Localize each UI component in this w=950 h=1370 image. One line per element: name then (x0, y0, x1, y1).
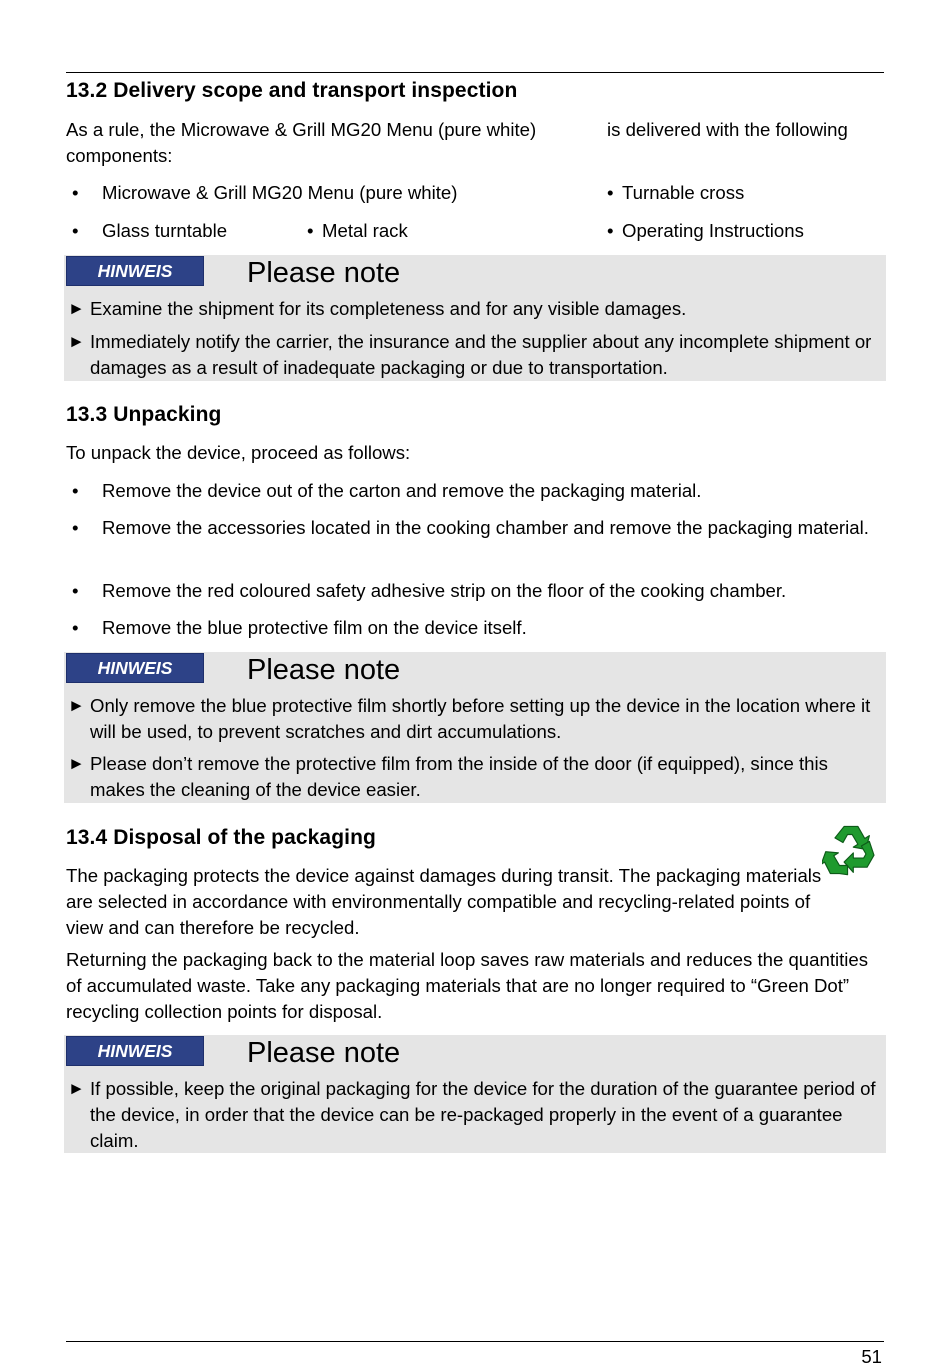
intro-right-13-2: is delivered with the following (607, 119, 848, 140)
note-line (68, 1076, 880, 1154)
intro-13-3: To unpack the device, proceed as follows: (66, 442, 411, 463)
note-line (68, 296, 880, 322)
note-title: Please note (247, 654, 401, 686)
note-line-text: If possible, keep the original packaging for the device for the duration of the guarantee period of the device, in order that the device can be re-packaged properly in the event of a guarantee claim. (90, 1078, 876, 1151)
section-heading-13-2: 13.2 Delivery scope and transport inspection (66, 79, 518, 102)
note-line-text: Please don’t remove the protective film from the inside of the door (if equipped), since this makes the cleaning of the device easier. (90, 753, 828, 800)
list-item (72, 615, 872, 641)
bullet-icon: • (607, 182, 614, 203)
note-line-text: Examine the shipment for its completeness and for any visible damages. (90, 298, 687, 319)
list-item (72, 218, 227, 244)
section-heading-13-4: 13.4 Disposal of the packaging (66, 826, 376, 849)
section-heading-13-3: 13.3 Unpacking (66, 403, 222, 426)
bullet-icon: • (72, 182, 79, 203)
list-item-text: Remove the red coloured safety adhesive strip on the floor of the cooking chamber. (102, 580, 787, 601)
arrow-icon: ► (68, 754, 85, 773)
bullet-icon: • (72, 517, 79, 538)
arrow-icon: ► (68, 332, 85, 351)
arrow-icon: ► (68, 696, 85, 715)
list-item (607, 218, 804, 244)
list-item (72, 578, 872, 604)
hinweis-badge: HINWEIS (66, 653, 204, 683)
note-box-13-3 (64, 652, 886, 803)
intro-left-13-2: As a rule, the Microwave & Grill MG20 Menu (pure white) (66, 119, 537, 140)
bullet-icon: • (72, 580, 79, 601)
note-box-13-2 (64, 255, 886, 381)
bullet-icon: • (72, 220, 79, 241)
intro-cont-13-2: components: (66, 145, 173, 166)
hinweis-badge: HINWEIS (66, 1036, 204, 1066)
note-line (68, 693, 880, 745)
arrow-icon: ► (68, 1079, 85, 1098)
list-item-text: Microwave & Grill MG20 Menu (pure white) (102, 182, 458, 203)
list-item-text: Glass turntable (102, 220, 228, 241)
bottom-rule (66, 1341, 884, 1342)
note-line-text: Immediately notify the carrier, the insurance and the supplier about any incomplete shipment or damages as a result of inadequate packaging or due to transportation. (90, 331, 872, 378)
page-number: 51 (861, 1346, 882, 1367)
list-item (72, 180, 457, 206)
note-line (68, 329, 880, 381)
hinweis-badge: HINWEIS (66, 256, 204, 286)
bullet-icon: • (72, 480, 79, 501)
paragraph-13-4-2: Returning the packaging back to the material loop saves raw materials and reduces the quantities of accumulated waste. Take any packaging materials that are no longer required to “Green Dot” recycling collection points for disposal. (66, 949, 869, 1022)
list-item-text: Metal rack (322, 220, 408, 241)
bullet-icon: • (607, 220, 614, 241)
note-title: Please note (247, 1037, 401, 1069)
note-line-text: Only remove the blue protective film shortly before setting up the device in the location where it will be used, to prevent scratches and dirt accumulations. (90, 695, 871, 742)
list-item (607, 180, 744, 206)
note-title: Please note (247, 257, 401, 289)
list-item-text: Turnable cross (622, 182, 745, 203)
bullet-icon: • (307, 220, 314, 241)
bullet-icon: • (72, 617, 79, 638)
list-item-text: Remove the device out of the carton and remove the packaging material. (102, 480, 702, 501)
arrow-icon: ► (68, 299, 85, 318)
list-item (307, 218, 408, 244)
note-line (68, 751, 880, 803)
recycle-icon (822, 823, 880, 877)
list-item (72, 515, 872, 541)
list-item-text: Operating Instructions (622, 220, 804, 241)
list-item-text: Remove the blue protective film on the device itself. (102, 617, 527, 638)
list-item (72, 478, 872, 504)
note-box-13-4 (64, 1035, 886, 1153)
list-item-text: Remove the accessories located in the cooking chamber and remove the packaging material. (102, 517, 869, 538)
paragraph-13-4-1: The packaging protects the device against damages during transit. The packaging materials are selected in accordance with environmentally compatible and recycling-related points of view and can therefore be recycled. (66, 865, 822, 938)
top-rule (66, 72, 884, 73)
